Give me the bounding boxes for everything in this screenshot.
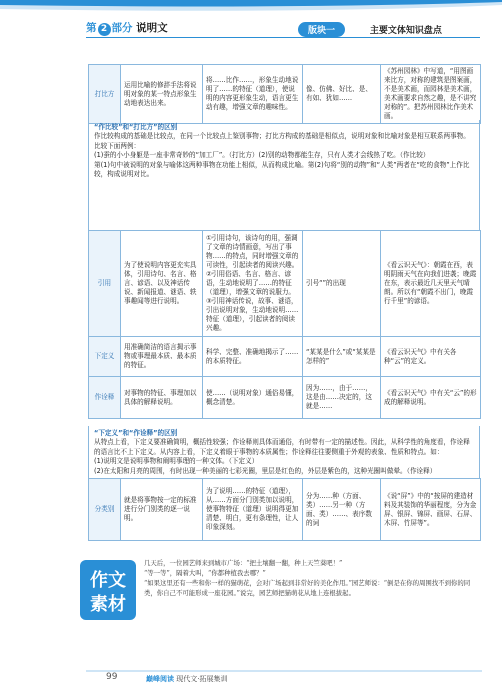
material-line: “如果这里还有一些和你一样的猫萌花，会对广场起到非常好的美化作用。”园艺师说：“倒是在你的周围找不到你的同类，你自己不可能形成一座花园。”说完，园艺师把猫萌花从地上连根拔起。 — [144, 579, 471, 597]
example-cell: 《说“屏”》中的“按屏的建造材料及其装饰的华丽程度，分为金屏、银屏、锦屏、画屏、石屏、木屏、竹屏等”。 — [381, 479, 481, 541]
example-cell: 《苏州园林》中写道，“用图画来比方，对称的建筑是图案画，不是美术画，而园林是美术画，美术画要求自然之趣，是不讲究对称的”。把苏州园林比作美术画。 — [381, 65, 481, 124]
page-header — [0, 0, 502, 52]
definition-cell: 对事物的特征、事理加以具体的解释说明。 — [121, 377, 203, 419]
part-number-badge: 2 — [98, 23, 111, 36]
part-suffix: 部分 — [111, 22, 133, 34]
formula-cell: ①引用诗句，该诗句的用，强调了文章的诗情画意，写出了事物……的特点，同时增强文章的可读性，引起读者的阅读兴趣。②引用俗语、名言、格言、谚语，生动地说明了……的特征（道理），增强文章的说服力。③引用神话传说，故事、谜语，引出说明对象，生动地说明……特征（道理），引起读者的阅读兴趣。 — [203, 231, 303, 337]
definition-cell: 用准确简洁的语言揭示事物或事理最本质、最本质的特征。 — [121, 337, 203, 377]
note-line: 从特点上看，下定义要准确简明，概括性较强；作诠释则具体而通俗，有时带有一定的描述性。因此，从科学性的角度看，作诠释的语言比不上下定义。从内容上看，下定义着眼于事物的本质属性；作诠释往往要侧重于外观的表象、性质和特点。如： — [94, 438, 470, 456]
definition-note — [88, 426, 480, 478]
formula-cell: 将……比作……，形象生动地说明了……的特征（道理），使说明的内容更形象生动，语言更生动有趣，增强文章的趣味性。 — [203, 65, 303, 124]
formula-cell: 科学、完整、准确地揭示了……的本质特征。 — [203, 337, 303, 377]
material-line: “等一等”，隔着大叫，“你都种植我去哪？” — [144, 569, 266, 577]
part-prefix: 第 — [86, 22, 97, 34]
hint-cell: 分为……种（方面、类）……另一种（方面、类）……、表序数的词 — [303, 479, 381, 541]
composition-material-badge — [78, 558, 138, 622]
formula-cell: 为了说明……的特征（道理），从……方面分门别类加以说明，使事物特征（道理）说明得更加清楚、明白，更有条理性，让人印象深刻。 — [203, 479, 303, 541]
methods-table-3 — [88, 478, 481, 541]
badge-line-1: 作文 — [90, 570, 126, 591]
methods-table-2 — [88, 230, 481, 419]
part-title: 说明文 — [136, 22, 168, 34]
material-line: 几天后，一位园艺师来到城市广场：“把土壤翻一翻，种上天竺葵吧！” — [144, 559, 343, 567]
formula-cell: 使……（说明对象）通俗易懂，概念清楚。 — [203, 377, 303, 419]
hint-cell: “某某是什么”或“某某是怎样的” — [303, 337, 381, 377]
definition-cell: 就是将事物按一定的标准进行分门别类的逐一说明。 — [121, 479, 203, 541]
module-tag: 版块一 — [298, 22, 345, 37]
definition-cell: 为了使说明内容更充实具体，引用诗句、名言、格言、谚语、以及神话传说、新闻报道、谜语、轶事趣闻等进行说明。 — [121, 231, 203, 337]
comparison-note — [88, 120, 480, 230]
note-line: 第(1)句中被说明的对象与喻体这两种事物在功能上相似，从而构成比喻。第(2)句将“别的动物”和“人类”两者在“吃的食物”上作比较，构成说明对比。 — [94, 160, 470, 179]
module-title: 主要文体知识盘点 — [369, 26, 442, 36]
badge-line-2: 素材 — [90, 594, 126, 615]
publication-line — [146, 674, 227, 684]
methods-table-1 — [88, 64, 481, 124]
note-line: 作比较构成的基础是比较点，在同一个比较点上鉴别事物；打比方构成的基础是相似点，说明对象和比喻对象是相互联系两事物。比较下面两例： — [94, 132, 470, 150]
note-title: “下定义”和“作诠释”的区别 — [94, 429, 178, 437]
hint-cell: 因为……，由于……，这是由……决定的，这就是…… — [303, 377, 381, 419]
table-row — [89, 479, 481, 541]
hint-cell: 引号“”的出现 — [303, 231, 381, 337]
note-line: (2)在太阳和月亮的周围，有时出现一种美丽的七彩光圈，里层是红色的，外层是紫色的，这种光圈叫做晕。（作诠释） — [94, 466, 437, 475]
part-heading — [86, 20, 168, 36]
table-row — [89, 65, 481, 124]
example-cell: 《看云识天气》中有关各种“云”的定义。 — [381, 337, 481, 377]
method-cell: 引用 — [89, 231, 121, 337]
composition-material-box — [86, 556, 482, 628]
method-cell: 作诠释 — [89, 377, 121, 419]
example-cell: 《看云识天气》中有关“云”的形成的解释说明。 — [381, 377, 481, 419]
note-title: “作比较”和“打比方”的区别 — [94, 123, 178, 131]
header-swoosh-decoration — [0, 0, 502, 14]
hint-cell: 像、仿佛、好比、是、有如、犹如…… — [303, 65, 381, 124]
method-cell: 分类别 — [89, 479, 121, 541]
footer-divider — [86, 670, 482, 672]
note-line: (1)蚕的小小身躯是一座非常奇妙的“加工厂”。（打比方）(2)别的动物都能生存，只有人类才会线热了吃。（作比较） — [94, 151, 430, 160]
definition-cell: 运用比喻的修辞手法将说明对象的某一特点形象生动地表达出来。 — [121, 65, 203, 124]
publication-title: 现代文·拓展集训 — [176, 675, 228, 683]
page-number: 99 — [106, 672, 118, 682]
table-row — [89, 377, 481, 419]
module-heading — [298, 22, 442, 37]
method-cell: 打比方 — [89, 65, 121, 124]
publication-brand: 巅峰阅读 — [146, 675, 174, 683]
method-cell: 下定义 — [89, 337, 121, 377]
example-cell: 《看云识天气》：朝霞在西，表明阴雨天气在向我们进袭；晚霞在东，表示最近几天里天气晴朗。所以有“朝霞不出门，晚霞行千里”的谚语。 — [381, 231, 481, 337]
composition-material-text — [144, 558, 478, 598]
table-row — [89, 337, 481, 377]
table-row — [89, 231, 481, 337]
note-line: (1)说明文是说明事物和阐明事理的一种文体。（下定义） — [94, 457, 259, 466]
header-divider — [86, 37, 480, 38]
